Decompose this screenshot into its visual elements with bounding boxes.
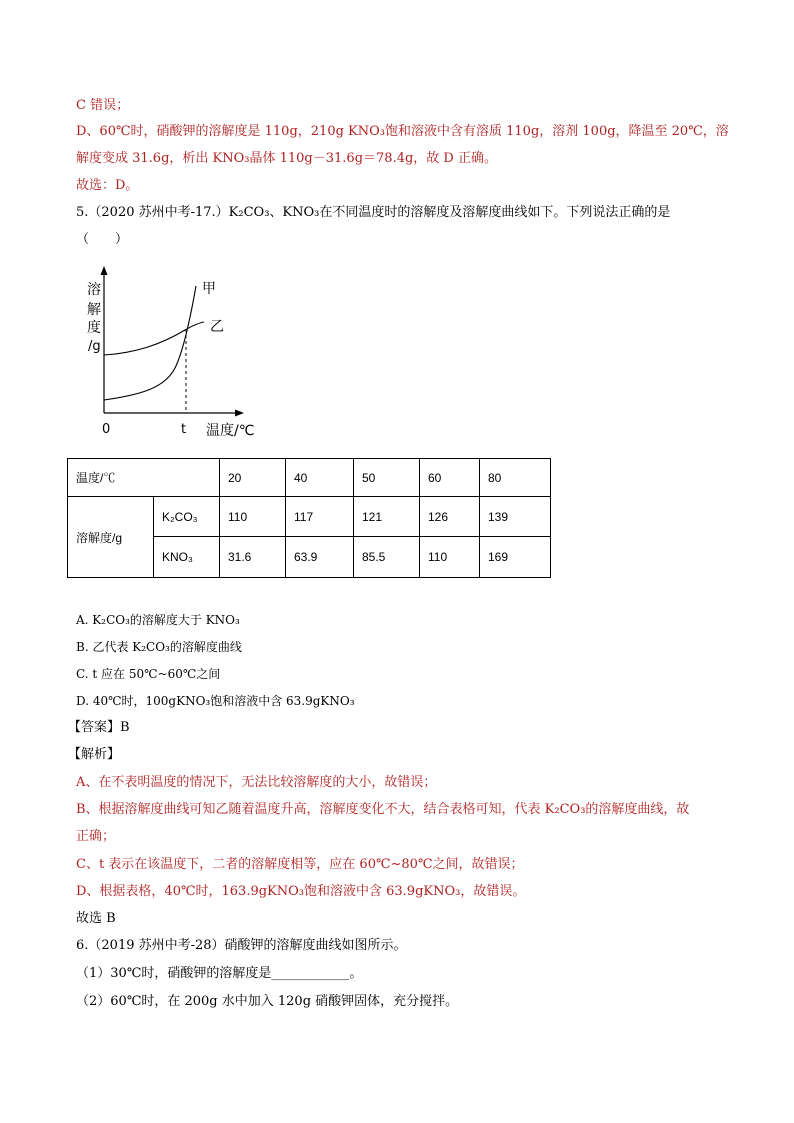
analysis-c: C、t 表示在该温度下，二者的溶解度相等，应在 60℃~80℃之间，故错误； [76,857,524,872]
analysis-d: D、根据表格，40℃时，163.9gKNO₃饱和溶液中含 63.9gKNO₃，故错误。 [76,884,526,899]
solubility-curve-graph [80,260,280,445]
graph-t-mark: t [181,422,187,437]
q5-option-d: D. 40℃时，100gKNO₃饱和溶液中含 63.9gKNO₃ [76,694,355,708]
prev-option-d-line2: 解度变成 31.6g，析出 KNO₃晶体 110g－31.6g＝78.4g，故 D 正确。 [76,151,497,166]
substance-cell: K₂CO₃ [154,497,220,537]
temp-cell: 80 [480,459,551,497]
value-cell: 31.6 [220,537,286,578]
graph-xlabel: 温度/℃ [206,423,255,439]
value-cell: 117 [286,497,354,537]
value-cell: 121 [354,497,420,537]
analysis-a: A、在不表明温度的情况下，无法比较溶解度的大小，故错误； [76,775,437,790]
value-cell: 110 [220,497,286,537]
temp-header-cell: 温度/℃ [68,459,220,497]
value-cell: 85.5 [354,537,420,578]
temp-cell: 50 [354,459,420,497]
temp-cell: 60 [420,459,480,497]
graph-ylabel-3: 度 [87,320,101,336]
q5-option-a: A. K₂CO₃的溶解度大于 KNO₃ [76,613,240,627]
curve-label-yi: 乙 [210,319,224,335]
q6-part1: （1）30℃时，硝酸钾的溶解度是____________。 [76,966,363,981]
analysis-b-line1: B、根据溶解度曲线可知乙随着温度升高，溶解度变化不大，结合表格可知，代表 K₂CO₃的溶解度曲线，故 [76,802,690,817]
graph-origin: 0 [102,422,111,437]
temp-cell: 40 [286,459,354,497]
q5-choice: 故选 B [76,911,116,926]
prev-choice: 故选：D。 [76,178,139,193]
graph-ylabel-2: 解 [87,302,101,318]
table-row-k2co3 [68,497,551,537]
value-cell: 110 [420,537,480,578]
value-cell: 139 [480,497,551,537]
q5-answer: 【答案】B [68,720,130,735]
y-axis-arrow [101,266,108,275]
value-cell: 126 [420,497,480,537]
temp-cell: 20 [220,459,286,497]
graph-ylabel-4: /g [88,339,101,354]
q5-option-c: C. t 应在 50℃~60℃之间 [76,667,221,681]
graph-ylabel-1: 溶 [87,282,101,298]
q5-stem: 5.（2020 苏州中考-17.）K₂CO₃、KNO₃在不同温度时的溶解度及溶解度曲线如下。下列说法正确的是 [76,205,671,220]
solubility-table [67,458,551,578]
q5-analysis-title: 【解析】 [68,747,121,762]
q6-stem: 6.（2019 苏州中考-28）硝酸钾的溶解度曲线如图所示。 [76,938,407,953]
curve-jia [104,286,196,400]
prev-option-d-line1: D、60℃时，硝酸钾的溶解度是 110g，210g KNO₃饱和溶液中含有溶质 110g，溶剂 100g，降温至 20℃，溶 [76,124,729,139]
solubility-header-cell: 溶解度/g [68,497,154,578]
x-axis-arrow [235,410,244,417]
curve-label-jia: 甲 [202,281,216,297]
table-row-temperature [68,459,551,497]
value-cell: 169 [480,537,551,578]
q5-option-b: B. 乙代表 K₂CO₃的溶解度曲线 [76,640,242,654]
substance-cell: KNO₃ [154,537,220,578]
q5-paren: （ ） [76,232,129,247]
value-cell: 63.9 [286,537,354,578]
curve-yi [104,322,204,355]
analysis-b-line2: 正确； [76,829,116,844]
prev-option-c-tail: C 错误； [76,98,130,113]
q6-part2: （2）60℃时，在 200g 水中加入 120g 硝酸钾固体，充分搅拌。 [76,994,459,1009]
